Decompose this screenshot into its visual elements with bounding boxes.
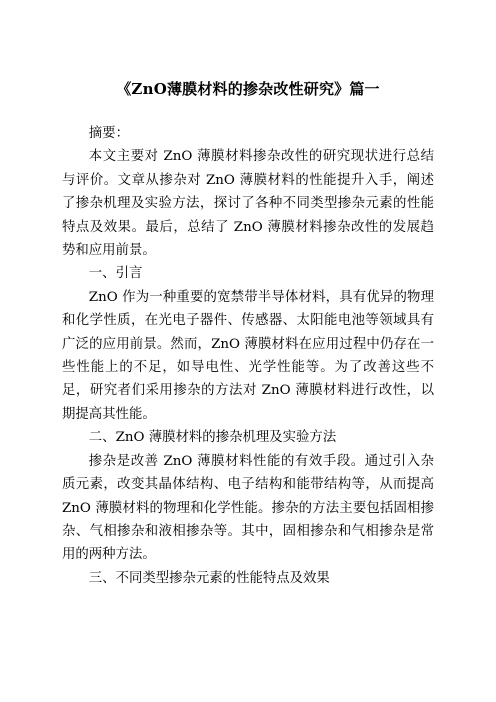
document-body: [62, 122, 434, 590]
section-heading-introduction: 一、引言: [88, 266, 143, 282]
doping-mechanism-paragraph: 掺杂是改善 ZnO 薄膜材料性能的有效手段。通过引入杂质元素，改变其晶体结构、电子结构和能带结构等，从而提高 ZnO 薄膜材料的物理和化学性能。掺杂的方法主要包括固相掺杂、气相掺杂和液相掺杂等。其中，固相掺杂和气相掺杂是常用的两种方法。: [62, 453, 434, 563]
introduction-paragraph: ZnO 作为一种重要的宽禁带半导体材料，具有优异的物理和化学性质，在光电子器件、传感器、太阳能电池等领域具有广泛的应用前景。然而，ZnO 薄膜材料在应用过程中仍存在一些性能上的不足，如导电性、光学性能等。为了改善这些不足，研究者们采用掺杂的方法对 ZnO 薄膜材料进行改性，以期提高其性能。: [62, 289, 434, 422]
abstract-heading: 摘要：: [88, 126, 129, 141]
document-title: 《ZnO薄膜材料的掺杂改性研究》篇一: [116, 80, 380, 98]
section-heading-doping-mechanism: 二、ZnO 薄膜材料的掺杂机理及实验方法: [88, 430, 337, 446]
abstract-paragraph: 本文主要对 ZnO 薄膜材料掺杂改性的研究现状进行总结与评价。文章从掺杂对 ZnO 薄膜材料的性能提升入手，阐述了掺杂机理及实验方法，探讨了各种不同类型掺杂元素的性能特点及效果。最后，总结了 ZnO 薄膜材料掺杂改性的发展趋势和应用前景。: [62, 149, 434, 259]
section-heading-dopant-types: 三、不同类型掺杂元素的性能特点及效果: [88, 570, 330, 586]
